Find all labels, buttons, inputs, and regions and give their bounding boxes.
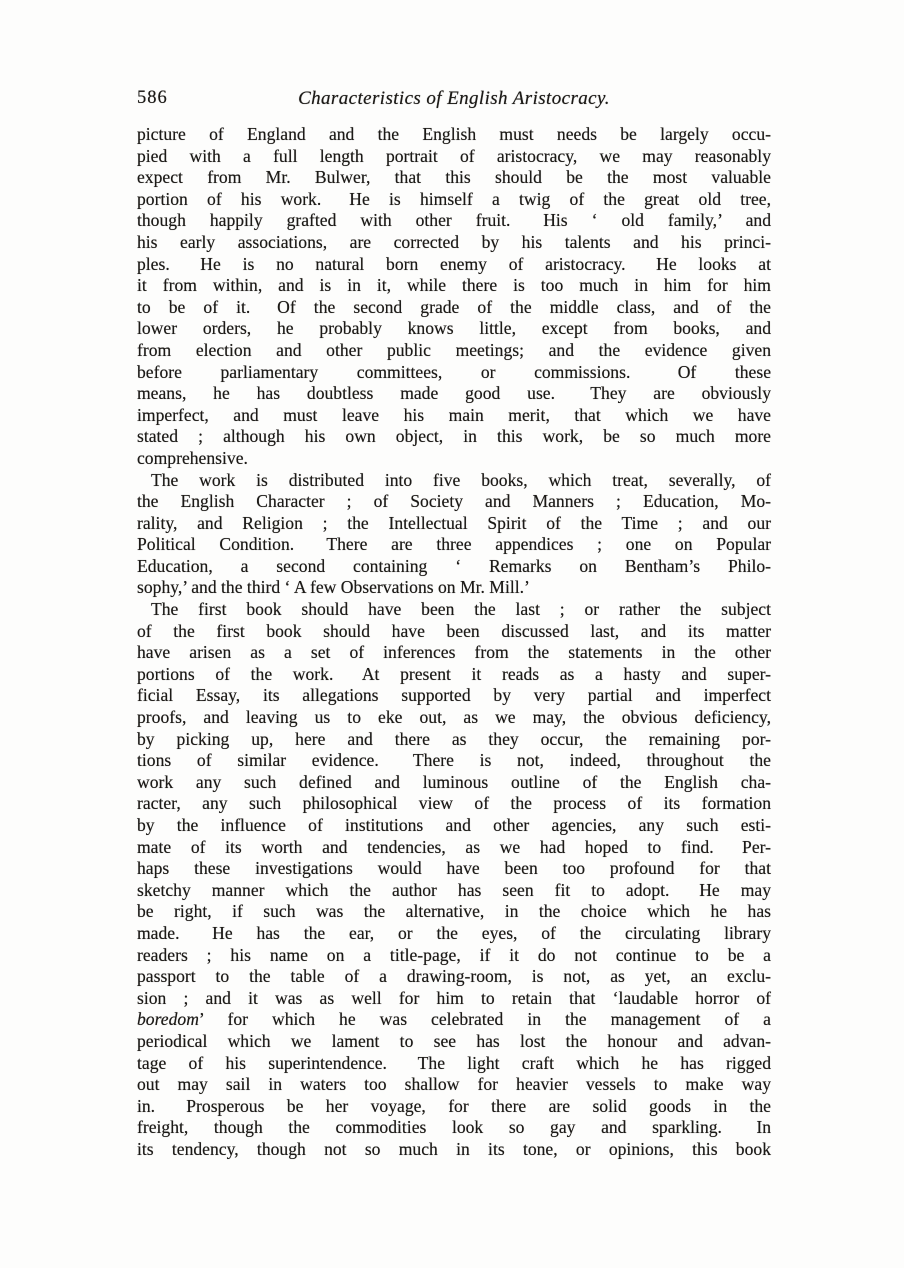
text-line: portion of his work. He is himself a twig of the great old tree, [137,188,771,209]
text-line: rality, and Religion ; the Intellectual Spirit of the Time ; and our [137,512,771,533]
text-line: readers ; his name on a title-page, if it do not continue to be a [137,944,771,965]
text-line: means, he has doubtless made good use. They are obviously [137,383,771,404]
text-line: be right, if such was the alternative, in the choice which he has [137,901,771,922]
text-line: have arisen as a set of inferences from the statements in the other [137,642,771,663]
text-line: mate of its worth and tendencies, as we had hoped to find. Per- [137,836,771,857]
text-line: ficial Essay, its allegations supported by very partial and imperfect [137,685,771,706]
text-line: stated ; although his own object, in this work, be so much more [137,426,771,447]
running-header [137,88,771,112]
text-line: periodical which we lament to see has lost the honour and advan- [137,1030,771,1051]
text-line: its tendency, though not so much in its tone, or opinions, this book [137,1138,771,1159]
text-line: it from within, and is in it, while there is too much in him for him [137,275,771,296]
page-body [137,124,771,1161]
text-line: proofs, and leaving us to eke out, as we may, the obvious deficiency, [137,707,771,728]
text-line: sion ; and it was as well for him to retain that ‘laudable horror of [137,987,771,1008]
text-line: Political Condition. There are three appendices ; one on Popular [137,534,771,555]
text-line: racter, any such philosophical view of the process of its formation [137,793,771,814]
text-line: The work is distributed into five books, which treat, severally, of [151,469,771,490]
text-line: by picking up, here and there as they occur, the remaining por- [137,728,771,749]
text-line: expect from Mr. Bulwer, that this should be the most valuable [137,167,771,188]
text-line: from election and other public meetings; and the evidence given [137,339,771,360]
text-line: of the first book should have been discussed last, and its matter [137,620,771,641]
text-line: comprehensive. [137,447,248,468]
running-head-title: Characteristics of English Aristocracy. [298,88,610,109]
plain-text: ’ for which he was celebrated in the management of a [198,1009,771,1030]
text-line: in. Prosperous be her voyage, for there are solid goods in the [137,1095,771,1116]
text-line: ples. He is no natural born enemy of aristocracy. He looks at [137,253,771,274]
text-line: haps these investigations would have been too profound for that [137,858,771,879]
text-line: by the influence of institutions and other agencies, any such esti- [137,815,771,835]
text-line: tions of similar evidence. There is not, indeed, throughout the [137,750,771,771]
paragraph [137,124,771,470]
text-line: pied with a full length portrait of aristocracy, we may reasonably [137,145,771,166]
text-line: work any such defined and luminous outline of the English cha- [137,771,771,792]
text-line: the English Character ; of Society and Manners ; Education, Mo- [137,491,771,512]
text-line: portions of the work. At present it reads as a hasty and super- [137,663,771,684]
text-line: tage of his superintendence. The light craft which he has rigged [137,1052,771,1073]
text-line: passport to the table of a drawing-room, is not, as yet, an exclu- [137,966,771,987]
text-line: picture of England and the English must needs be largely occu- [137,124,771,144]
text-line: imperfect, and must leave his main merit, that which we have [137,404,771,425]
text-line: his early associations, are corrected by his talents and his princi- [137,231,771,252]
page-number: 586 [137,88,168,108]
paragraph [137,470,771,600]
text-line: lower orders, he probably knows little, except from books, and [137,318,771,339]
text-line: to be of it. Of the second grade of the middle class, and of the [137,296,771,317]
text-line: Education, a second containing ‘ Remarks on Bentham’s Philo- [137,555,771,576]
text-line: freight, though the commodities look so gay and sparkling. In [137,1117,771,1138]
text-line: The first book should have been the last ; or rather the subject [151,599,771,620]
text-line: sketchy manner which the author has seen fit to adopt. He may [137,879,771,900]
paragraph [137,599,771,1160]
text-line: out may sail in waters too shallow for heavier vessels to make way [137,1074,771,1095]
text-line: sophy,’ and the third ‘ A few Observations on Mr. Mill.’ [137,577,530,598]
text-line [137,1009,771,1031]
text-line: before parliamentary committees, or commissions. Of these [137,361,771,382]
italic-text: boredom [137,1009,199,1030]
text-line: though happily grafted with other fruit. His ‘ old family,’ and [137,210,771,231]
text-line: made. He has the ear, or the eyes, of the circulating library [137,922,771,943]
